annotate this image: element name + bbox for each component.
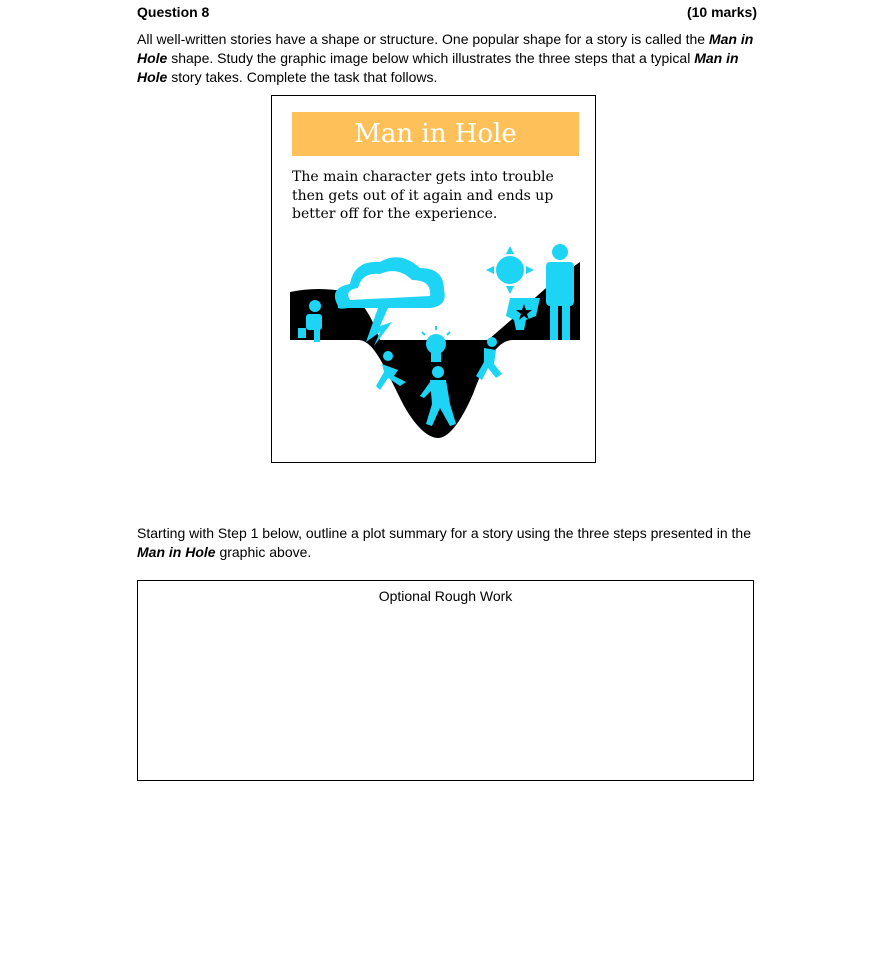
man-in-hole-figure (271, 95, 596, 463)
sun-icon (486, 246, 534, 294)
question-header (137, 4, 757, 22)
question-marks: (10 marks) (686, 4, 757, 20)
task-emphasis: Man in Hole (137, 544, 216, 560)
intro-text-1: All well-written stories have a shape or structure. One popular shape for a story is called the (137, 31, 709, 47)
figure-banner-title: Man in Hole (292, 112, 579, 156)
intro-text-2: shape. Study the graphic image below which illustrates the three steps that a typical (167, 50, 695, 66)
rough-work-label: Optional Rough Work (378, 588, 513, 604)
task-paragraph (137, 524, 757, 562)
rough-work-box[interactable] (137, 580, 754, 781)
intro-emphasis-2: Man in Hole (137, 50, 739, 85)
intro-emphasis-1: Man in Hole (137, 31, 754, 66)
task-text-2: graphic above. (215, 544, 312, 560)
task-text-1: Starting with Step 1 below, outline a plot summary for a story using the three steps presented in the (137, 525, 752, 541)
story-shape-illustration (288, 244, 584, 438)
intro-text-3: story takes. Complete the task that follows. (167, 69, 438, 85)
intro-paragraph (137, 30, 757, 87)
figure-description: The main character gets into trouble then gets out of it again and ends up better off for the experience. (292, 169, 554, 222)
question-title: Question 8 (137, 4, 210, 20)
